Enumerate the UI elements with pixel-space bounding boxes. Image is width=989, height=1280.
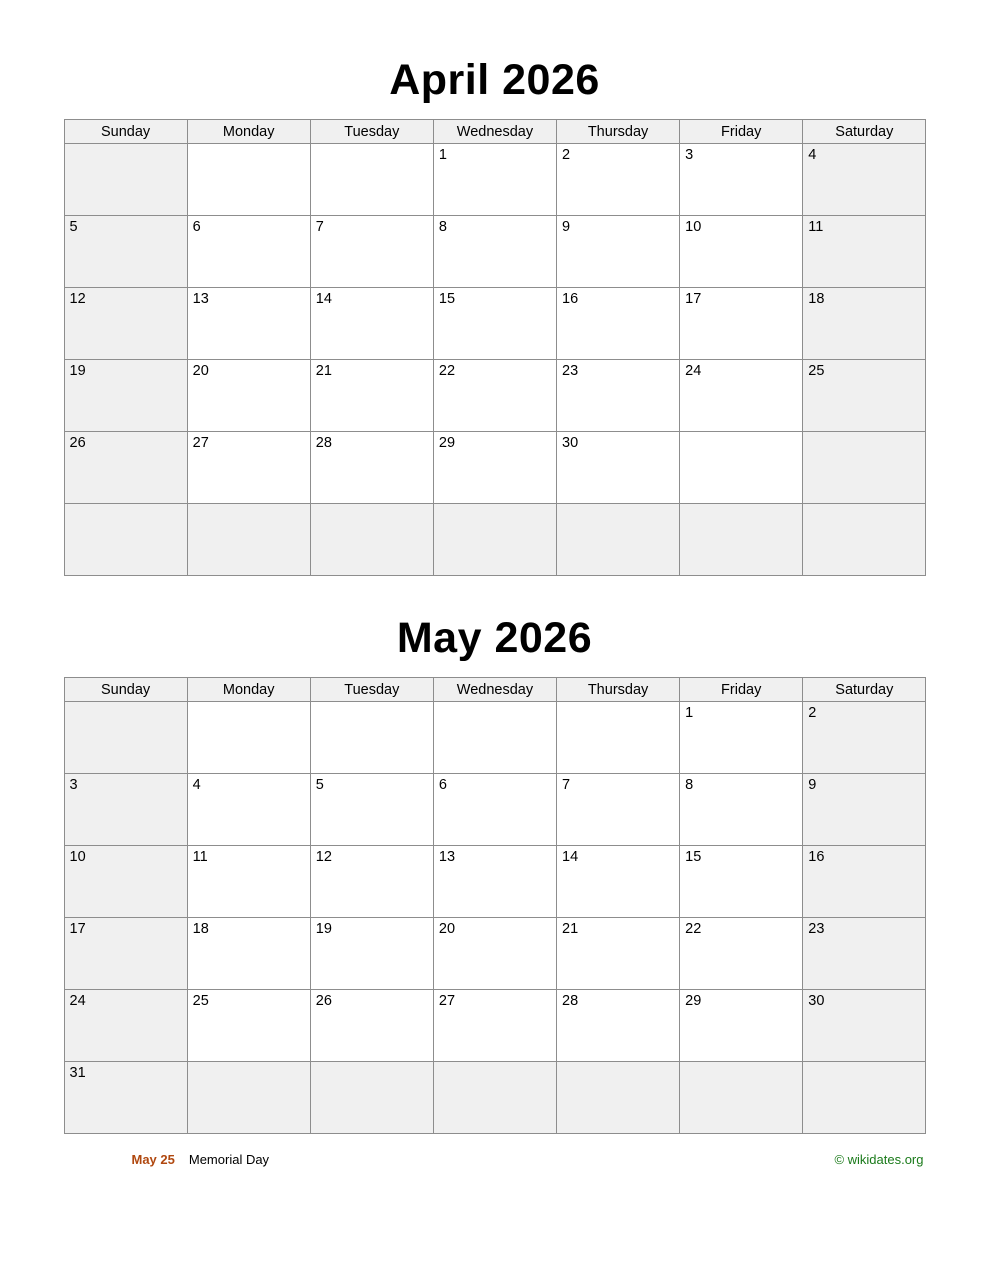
day-cell[interactable]: 11	[803, 216, 926, 288]
may-title-wrapper	[64, 576, 926, 677]
month-block-april	[64, 0, 926, 576]
holiday-date: May 25	[131, 1152, 175, 1167]
weekday-header-sunday: Sunday	[64, 678, 187, 702]
day-cell[interactable]: 17	[64, 918, 187, 990]
page-title-may: May 2026	[396, 614, 593, 662]
page-title-april: April 2026	[389, 56, 600, 104]
day-cell[interactable]: 18	[803, 288, 926, 360]
day-cell[interactable]	[680, 1062, 803, 1134]
day-cell[interactable]: 13	[187, 288, 310, 360]
weekday-header-tuesday: Tuesday	[310, 120, 433, 144]
day-cell[interactable]: 30	[557, 432, 680, 504]
calendar-week-row	[64, 990, 926, 1062]
day-cell[interactable]: 26	[64, 432, 187, 504]
day-cell[interactable]: 7	[557, 774, 680, 846]
day-cell[interactable]: 17	[680, 288, 803, 360]
day-cell[interactable]: 11	[187, 846, 310, 918]
day-cell[interactable]: 28	[557, 990, 680, 1062]
day-cell[interactable]: 27	[433, 990, 556, 1062]
calendar-week-row	[64, 288, 926, 360]
calendar-week-row	[64, 1062, 926, 1134]
day-cell[interactable]: 24	[64, 990, 187, 1062]
weekday-header-sunday: Sunday	[64, 120, 187, 144]
footer	[64, 1134, 926, 1167]
day-cell[interactable]: 9	[557, 216, 680, 288]
weekday-header-wednesday: Wednesday	[433, 678, 556, 702]
calendar-week-row	[64, 144, 926, 216]
day-cell[interactable]	[803, 432, 926, 504]
weekday-header-thursday: Thursday	[557, 678, 680, 702]
day-cell[interactable]: 14	[310, 288, 433, 360]
calendar-week-row	[64, 774, 926, 846]
day-cell[interactable]	[310, 1062, 433, 1134]
day-cell[interactable]	[64, 144, 187, 216]
day-cell[interactable]	[557, 504, 680, 576]
day-cell[interactable]	[310, 144, 433, 216]
day-cell[interactable]: 14	[557, 846, 680, 918]
weekday-header-row	[64, 120, 926, 144]
day-cell[interactable]: 12	[310, 846, 433, 918]
holiday-note	[64, 1152, 270, 1167]
day-cell[interactable]	[187, 1062, 310, 1134]
day-cell[interactable]	[310, 702, 433, 774]
weekday-header-friday: Friday	[680, 120, 803, 144]
day-cell[interactable]	[310, 504, 433, 576]
weekday-header-saturday: Saturday	[803, 678, 926, 702]
day-cell[interactable]: 22	[433, 360, 556, 432]
day-cell[interactable]: 20	[433, 918, 556, 990]
day-cell[interactable]: 13	[433, 846, 556, 918]
day-cell[interactable]: 1	[680, 702, 803, 774]
calendar-week-row	[64, 702, 926, 774]
day-cell[interactable]: 16	[803, 846, 926, 918]
day-cell[interactable]: 5	[310, 774, 433, 846]
day-cell[interactable]: 23	[557, 360, 680, 432]
day-cell[interactable]: 6	[187, 216, 310, 288]
holiday-name: Memorial Day	[188, 1152, 270, 1167]
month-block-may	[64, 576, 926, 1134]
day-cell[interactable]: 8	[680, 774, 803, 846]
weekday-header-monday: Monday	[187, 678, 310, 702]
day-cell[interactable]: 25	[187, 990, 310, 1062]
day-cell[interactable]: 4	[803, 144, 926, 216]
day-cell[interactable]: 7	[310, 216, 433, 288]
day-cell[interactable]: 12	[64, 288, 187, 360]
day-cell[interactable]: 15	[680, 846, 803, 918]
calendar-week-row	[64, 360, 926, 432]
calendar-week-row	[64, 918, 926, 990]
calendar-table-april	[64, 119, 927, 576]
day-cell[interactable]	[433, 504, 556, 576]
april-title-wrapper	[64, 0, 926, 119]
day-cell[interactable]: 29	[680, 990, 803, 1062]
day-cell[interactable]: 31	[64, 1062, 187, 1134]
day-cell[interactable]: 8	[433, 216, 556, 288]
day-cell[interactable]	[433, 702, 556, 774]
calendar-week-row	[64, 504, 926, 576]
day-cell[interactable]: 19	[64, 360, 187, 432]
calendar-week-row	[64, 432, 926, 504]
day-cell[interactable]: 15	[433, 288, 556, 360]
day-cell[interactable]: 19	[310, 918, 433, 990]
day-cell[interactable]: 6	[433, 774, 556, 846]
calendar-table-may	[64, 677, 927, 1134]
day-cell[interactable]	[803, 504, 926, 576]
day-cell[interactable]	[557, 1062, 680, 1134]
weekday-header-monday: Monday	[187, 120, 310, 144]
day-cell[interactable]	[187, 504, 310, 576]
day-cell[interactable]: 27	[187, 432, 310, 504]
day-cell[interactable]: 24	[680, 360, 803, 432]
day-cell[interactable]: 30	[803, 990, 926, 1062]
day-cell[interactable]: 2	[803, 702, 926, 774]
day-cell[interactable]: 20	[187, 360, 310, 432]
day-cell[interactable]: 9	[803, 774, 926, 846]
day-cell[interactable]: 21	[310, 360, 433, 432]
day-cell[interactable]	[64, 504, 187, 576]
day-cell[interactable]: 29	[433, 432, 556, 504]
weekday-header-tuesday: Tuesday	[310, 678, 433, 702]
day-cell[interactable]	[680, 504, 803, 576]
day-cell[interactable]: 10	[680, 216, 803, 288]
day-cell[interactable]: 10	[64, 846, 187, 918]
day-cell[interactable]	[187, 144, 310, 216]
day-cell[interactable]: 1	[433, 144, 556, 216]
day-cell[interactable]	[64, 702, 187, 774]
day-cell[interactable]: 3	[680, 144, 803, 216]
day-cell[interactable]	[433, 1062, 556, 1134]
day-cell[interactable]	[680, 432, 803, 504]
calendar-week-row	[64, 846, 926, 918]
day-cell[interactable]: 21	[557, 918, 680, 990]
day-cell[interactable]: 16	[557, 288, 680, 360]
day-cell[interactable]: 28	[310, 432, 433, 504]
day-cell[interactable]	[803, 1062, 926, 1134]
weekday-header-row	[64, 678, 926, 702]
weekday-header-wednesday: Wednesday	[433, 120, 556, 144]
day-cell[interactable]	[557, 702, 680, 774]
day-cell[interactable]: 5	[64, 216, 187, 288]
day-cell[interactable]: 4	[187, 774, 310, 846]
day-cell[interactable]: 2	[557, 144, 680, 216]
weekday-header-saturday: Saturday	[803, 120, 926, 144]
day-cell[interactable]: 26	[310, 990, 433, 1062]
weekday-header-friday: Friday	[680, 678, 803, 702]
weekday-header-thursday: Thursday	[557, 120, 680, 144]
day-cell[interactable]: 18	[187, 918, 310, 990]
day-cell[interactable]: 22	[680, 918, 803, 990]
credit-link[interactable]: © wikidates.org	[834, 1152, 924, 1167]
day-cell[interactable]: 3	[64, 774, 187, 846]
day-cell[interactable]: 25	[803, 360, 926, 432]
day-cell[interactable]: 23	[803, 918, 926, 990]
day-cell[interactable]	[187, 702, 310, 774]
calendar-week-row	[64, 216, 926, 288]
